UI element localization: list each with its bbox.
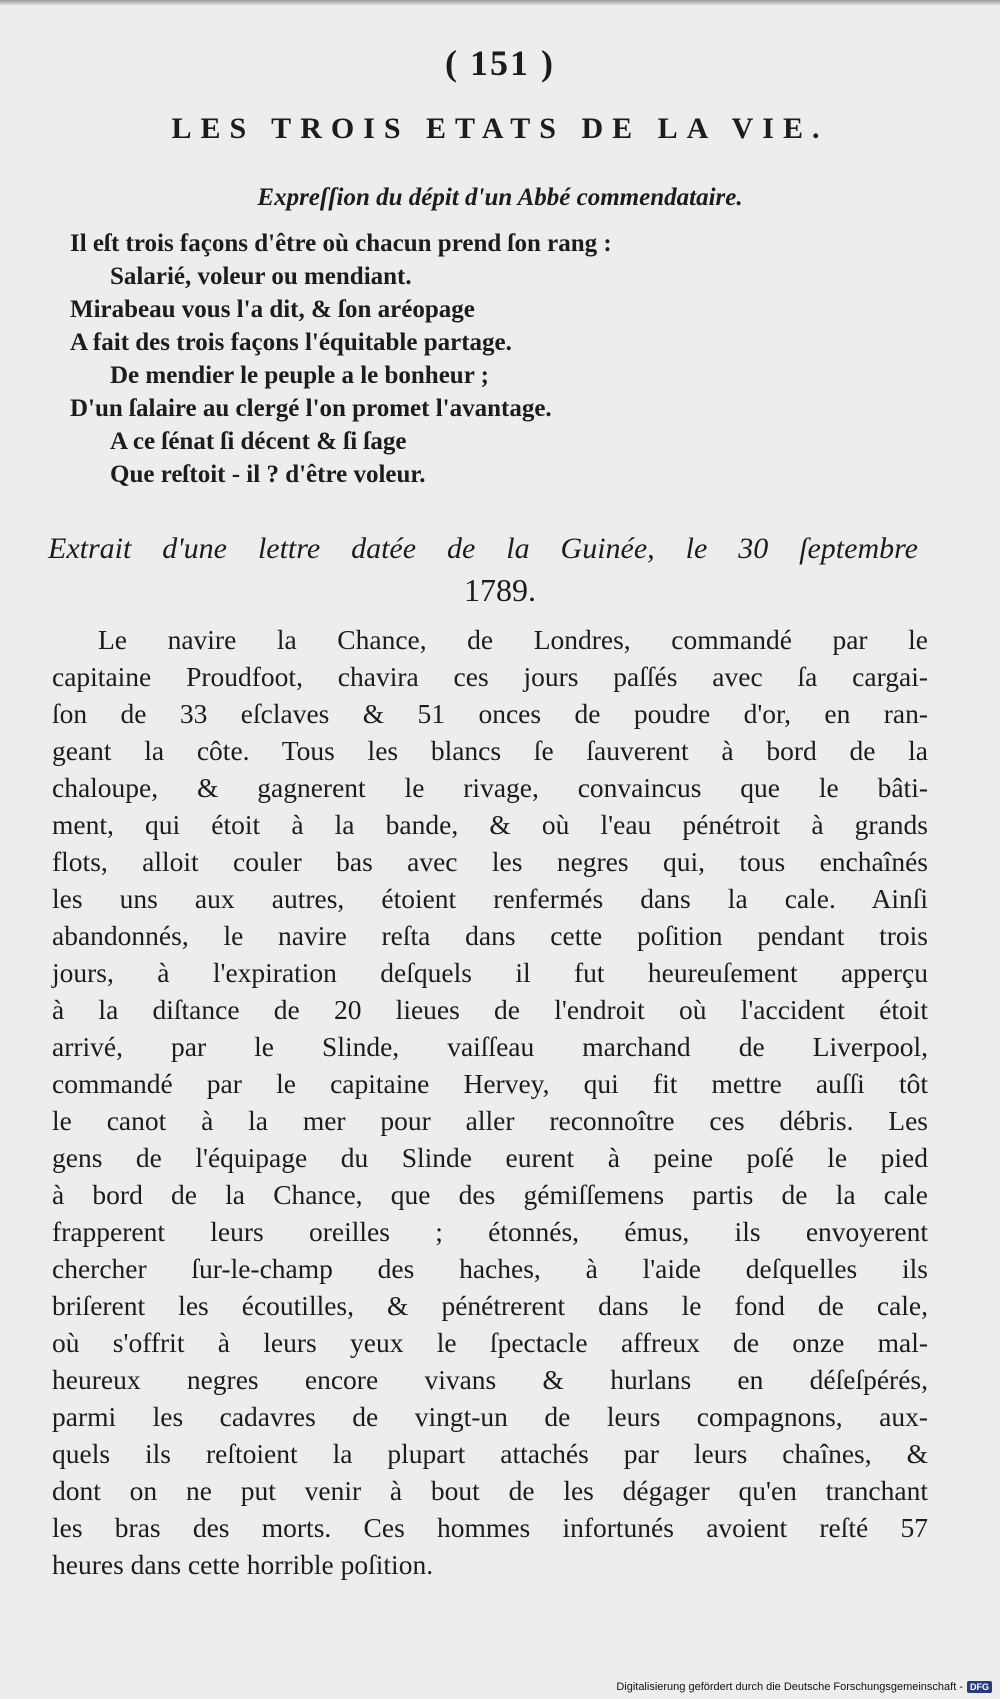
dfg-logo: DFG bbox=[967, 1681, 992, 1693]
letter-line: à bord de la Chance, que des gémiſſemens partis de la cale bbox=[52, 1179, 928, 1210]
letter-line: commandé par le capitaine Hervey, qui fit mettre auſſi tôt bbox=[52, 1068, 928, 1099]
letter-line: ment, qui étoit à la bande, & où l'eau pénétroit à grands bbox=[52, 809, 928, 840]
letter-line: dont on ne put venir à bout de les dégager qu'en tranchant bbox=[52, 1475, 928, 1506]
page-number: ( 151 ) bbox=[445, 43, 555, 83]
letter-line: jours, à l'expiration deſquels il fut heureuſement apperçu bbox=[52, 957, 928, 988]
poem-line: D'un ſalaire au clergé l'on promet l'avantage. bbox=[70, 395, 552, 422]
digitization-credit bbox=[616, 1681, 992, 1693]
letter-line: ſon de 33 eſclaves & 51 onces de poudre d'or, en ran- bbox=[52, 698, 928, 729]
poem-line: Mirabeau vous l'a dit, & ſon aréopage bbox=[70, 296, 475, 323]
letter-line: briſerent les écoutilles, & pénétrerent dans le fond de cale, bbox=[52, 1290, 928, 1321]
letter-line: capitaine Proudfoot, chavira ces jours paſſés avec ſa cargai- bbox=[52, 661, 928, 692]
letter-line: Le navire la Chance, de Londres, commandé par le bbox=[98, 624, 928, 655]
letter-line: abandonnés, le navire reſta dans cette poſition pendant trois bbox=[52, 920, 928, 951]
letter-line: arrivé, par le Slinde, vaiſſeau marchand de Liverpool, bbox=[52, 1031, 928, 1062]
letter-line: geant la côte. Tous les blancs ſe ſauverent à bord de la bbox=[52, 735, 928, 766]
letter-line: heures dans cette horrible poſition. bbox=[52, 1549, 434, 1580]
letter-line: heureux negres encore vivans & hurlans en déſeſpérés, bbox=[52, 1364, 928, 1395]
letter-heading: Extrait d'une lettre datée de la Guinée, le 30 ſeptembre bbox=[48, 532, 918, 565]
letter-line: frapperent leurs oreilles ; étonnés, émus, ils envoyerent bbox=[52, 1216, 928, 1247]
letter-line: chercher ſur-le-champ des haches, à l'aide deſquelles ils bbox=[52, 1253, 928, 1284]
letter-line: quels ils reſtoient la plupart attachés par leurs chaînes, & bbox=[52, 1438, 928, 1469]
poem-subtitle: Expreſſion du dépit d'un Abbé commendataire. bbox=[257, 184, 743, 211]
letter-line: le canot à la mer pour aller reconnoître ces débris. Les bbox=[52, 1105, 928, 1136]
poem-line: Salarié, voleur ou mendiant. bbox=[110, 263, 412, 290]
poem-line: A ce ſénat ſi décent & ſi ſage bbox=[110, 428, 407, 455]
letter-line: où s'offrit à leurs yeux le ſpectacle affreux de onze mal- bbox=[52, 1327, 928, 1358]
letter-line: les bras des morts. Ces hommes infortunés avoient reſté 57 bbox=[52, 1512, 928, 1543]
letter-line: à la diſtance de 20 lieues de l'endroit où l'accident étoit bbox=[52, 994, 928, 1025]
letter-line: flots, alloit couler bas avec les negres qui, tous enchaînés bbox=[52, 846, 928, 877]
letter-line: gens de l'équipage du Slinde eurent à peine poſé le pied bbox=[52, 1142, 928, 1173]
letter-line: chaloupe, & gagnerent le rivage, convaincus que le bâti- bbox=[52, 772, 928, 803]
poem-line: Que reſtoit - il ? d'être voleur. bbox=[110, 461, 426, 488]
poem-line: A fait des trois façons l'équitable partage. bbox=[70, 329, 512, 356]
poem-line: Il eſt trois façons d'être où chacun prend ſon rang : bbox=[70, 230, 612, 257]
letter-line: les uns aux autres, étoient renfermés dans la cale. Ainſi bbox=[52, 883, 928, 914]
credit-text: Digitalisierung gefördert durch die Deutsche Forschungsgemeinschaft - bbox=[616, 1681, 963, 1693]
letter-line: parmi les cadavres de vingt-un de leurs compagnons, aux- bbox=[52, 1401, 928, 1432]
poem-title: LES TROIS ETATS DE LA VIE. bbox=[171, 112, 829, 145]
letter-year: 1789. bbox=[464, 572, 536, 608]
poem-line: De mendier le peuple a le bonheur ; bbox=[110, 362, 489, 389]
